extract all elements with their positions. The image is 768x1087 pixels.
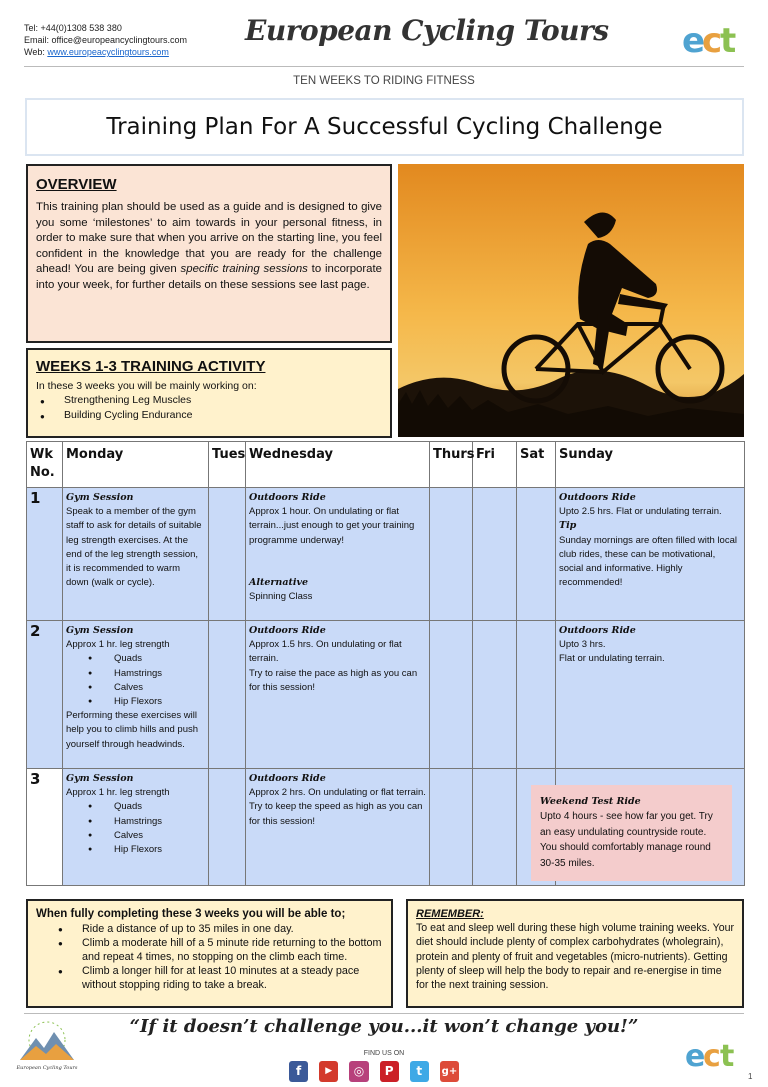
svg-text:e: e — [685, 1039, 706, 1074]
remember-box — [406, 899, 744, 1008]
overview-heading: OVERVIEW — [36, 176, 117, 193]
friday-cell — [473, 488, 517, 621]
sunday-cell: Outdoors Ride Upto 3 hrs. Flat or undulating terrain. — [556, 621, 745, 769]
test-ride-title: Weekend Test Ride — [540, 796, 641, 807]
list-item: ● Hip Flexors — [66, 695, 205, 709]
brand-title: European Cycling Tours — [245, 14, 609, 47]
list-item: ● Ride a distance of up to 35 miles in one day. — [36, 922, 383, 936]
wednesday-cell: Outdoors Ride Approx 2 hrs. On undulating or flat terrain. Try to keep the speed as high as you can for this session! — [246, 769, 430, 886]
social-icons — [289, 1061, 459, 1083]
saturday-cell — [517, 488, 556, 621]
weekend-test-ride-box — [531, 785, 732, 881]
sunday-cell: Outdoors Ride Upto 2.5 hrs. Flat or undulating terrain. Tip Sunday mornings are often filled with local club rides, these can be motivational, social and informative. Highly recommended! — [556, 488, 745, 621]
contact-web-label: Web: — [24, 47, 48, 57]
thursday-cell — [430, 488, 473, 621]
contact-tel: Tel: +44(0)1308 538 380 — [24, 23, 122, 33]
col-header: Wednesday — [246, 442, 430, 488]
cyclist-sunset-photo — [398, 164, 744, 437]
contact-email: Email: office@europeancyclingtours.com — [24, 35, 188, 45]
weeks-heading: WEEKS 1-3 TRAINING ACTIVITY — [36, 358, 266, 375]
wednesday-cell: Outdoors Ride Approx 1 hour. On undulating or flat terrain...just enough to get your training programme underway! Alternative Spinning Class — [246, 488, 430, 621]
overview-text: This training plan should be used as a guide and is designed to give you some ‘milestones’ to aim towards in your personal fitness, in order to make sure that when you arrive on the starting line, you feel confident in the knowledge that you are ready for the challenge ahead! You are being given specific training sessions to incorporate into your week, for further details on these sessions see last page. — [36, 201, 382, 291]
list-item: ● Hip Flexors — [66, 843, 205, 857]
col-header: Tues — [209, 442, 246, 488]
col-header: Thurs — [430, 442, 473, 488]
saturday-cell — [517, 621, 556, 769]
page-subtitle: TEN WEEKS TO RIDING FITNESS — [293, 75, 475, 87]
completion-heading: When fully completing these 3 weeks you will be able to; — [36, 908, 346, 920]
tuesday-cell — [209, 621, 246, 769]
ect-logo — [680, 12, 742, 62]
website-link[interactable]: www.europeacyclingtours.com — [47, 47, 169, 57]
list-item: ● Hamstrings — [66, 815, 205, 829]
list-item: ● Climb a moderate hill of a 5 minute ride returning to the bottom and repeat 4 times, no stopping on the climb each time. — [36, 936, 383, 964]
friday-cell — [473, 621, 517, 769]
col-header: Sunday — [556, 442, 745, 488]
weeks-intro: In these 3 weeks you will be mainly working on: — [36, 380, 257, 392]
list-item: ● Climb a longer hill for at least 10 minutes at a steady pace without stopping riding to take a break. — [36, 964, 383, 992]
svg-text:t: t — [720, 21, 737, 61]
list-item: ● Calves — [66, 829, 205, 843]
week-number: 2 — [27, 621, 63, 769]
ect-footer-logo — [684, 1030, 742, 1074]
tuesday-cell — [209, 488, 246, 621]
col-header: Fri — [473, 442, 517, 488]
list-item: ● Quads — [66, 652, 205, 666]
monday-cell: Gym Session Speak to a member of the gym staff to ask for details of suitable leg strength exercises. At the end of the leg strength session, it is recommended to warm down (walk or cycle). — [63, 488, 209, 621]
title-box — [25, 98, 744, 156]
col-header: Monday — [63, 442, 209, 488]
instagram-icon[interactable]: ◎ — [349, 1061, 368, 1082]
list-item: ● Strengthening Leg Muscles — [36, 393, 382, 408]
tuesday-cell — [209, 769, 246, 886]
svg-text:c: c — [703, 1039, 721, 1074]
thursday-cell — [430, 621, 473, 769]
contact-block — [24, 22, 187, 58]
pinterest-icon[interactable]: P — [380, 1061, 399, 1082]
header-divider — [24, 66, 744, 67]
svg-text:European Cycling Tours: European Cycling Tours — [16, 1065, 78, 1071]
col-header: Wk No. — [27, 442, 63, 488]
overview-box — [26, 164, 392, 343]
facebook-icon[interactable]: f — [289, 1061, 308, 1082]
list-item: ● Building Cycling Endurance — [36, 408, 382, 423]
page-number: 1 — [748, 1072, 753, 1081]
week-number: 1 — [27, 488, 63, 621]
monday-cell: Gym Session Approx 1 hr. leg strength ● Quads ● Hamstrings ● Calves ● Hip Flexors Performing these exercises will help you to climb hills and push yourself through headwinds. — [63, 621, 209, 769]
find-us-label: FIND US ON — [363, 1050, 405, 1057]
remember-heading: REMEMBER: — [416, 908, 484, 920]
svg-text:t: t — [720, 1039, 735, 1074]
list-item: ● Hamstrings — [66, 667, 205, 681]
wednesday-cell: Outdoors Ride Approx 1.5 hrs. On undulating or flat terrain. Try to raise the pace as high as you can for this session! — [246, 621, 430, 769]
contact-web — [24, 46, 187, 58]
completion-box — [26, 899, 393, 1008]
youtube-icon[interactable]: ▶ — [319, 1061, 338, 1082]
page-title: Training Plan For A Successful Cycling Challenge — [106, 114, 663, 140]
twitter-icon[interactable]: t — [410, 1061, 429, 1082]
list-item: ● Calves — [66, 681, 205, 695]
list-item: ● Quads — [66, 800, 205, 814]
table-row — [27, 621, 745, 769]
table-row — [27, 488, 745, 621]
table-header-row — [27, 442, 745, 488]
footer-divider — [24, 1013, 744, 1014]
google-plus-icon[interactable]: g+ — [440, 1061, 459, 1082]
svg-text:e: e — [682, 21, 706, 61]
thursday-cell — [430, 769, 473, 886]
motto-quote: “If it doesn’t challenge you...it won’t change you!” — [129, 1016, 639, 1037]
weeks-activity-box — [26, 348, 392, 438]
test-ride-text: Upto 4 hours - see how far you get. Try an easy undulating countryside route. You should comfortably manage round 30-35 miles. — [540, 811, 713, 869]
friday-cell — [473, 769, 517, 886]
svg-text:c: c — [702, 21, 723, 61]
col-header: Sat — [517, 442, 556, 488]
monday-cell: Gym Session Approx 1 hr. leg strength ● Quads ● Hamstrings ● Calves ● Hip Flexors — [63, 769, 209, 886]
week-number: 3 — [27, 769, 63, 886]
remember-text: To eat and sleep well during these high volume training weeks. Your diet should include plenty of complex carbohydrates (wholegrain), protein and plenty of fruit and vegetables (micro-nutrients). Getting plenty of sleep will help the body to repair and re-energise in time for the next training session. — [416, 922, 735, 992]
